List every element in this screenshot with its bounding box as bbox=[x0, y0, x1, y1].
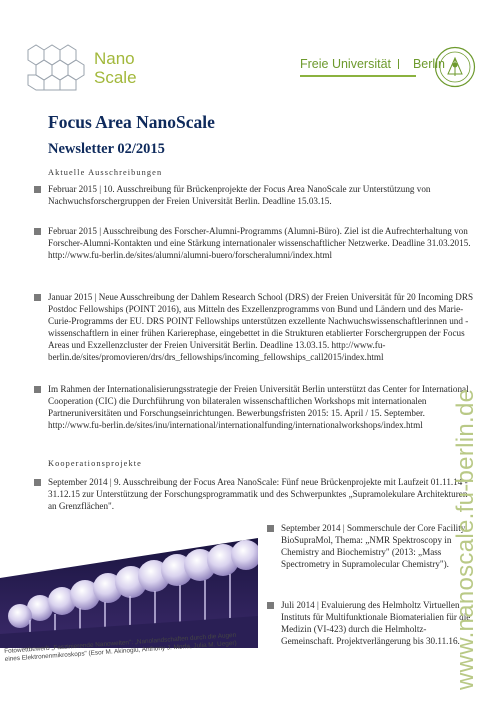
section-heading-coop: Kooperationsprojekte bbox=[48, 459, 142, 468]
news-item-text: Februar 2015 | Ausschreibung des Forscher-Alumni-Programms (Alumni-Büro). Ziel ist die Aufrechterhaltung von Forscher-Alumni-Kontakten und eine Stärkung internationaler wissenschaftlicher Netzwerke. Deadline 31.03.2015. http://www.fu-berlin.de/sites/alumni/alumni-buero/forscheralumni/index.html bbox=[48, 226, 471, 260]
news-item-text: Februar 2015 | 10. Ausschreibung für Brückenprojekte der Focus Area NanoScale zur Unterstützung von Nachwuchsforschergruppen der Freien Universität Berlin. Deadline 15.03.15. bbox=[48, 184, 431, 206]
university-name bbox=[300, 57, 445, 71]
news-item bbox=[34, 225, 474, 261]
bullet-square-icon bbox=[267, 525, 274, 532]
right-news-item bbox=[267, 522, 472, 570]
logo-divider bbox=[398, 59, 405, 69]
bullet-square-icon bbox=[34, 386, 41, 393]
right-news-item-text: Juli 2014 | Evaluierung des Helmholtz Virtuellen Instituts für Multifunktionale Biomaterialien für die Medizin (VI-423) durch die Helmholtz-Gemeinschaft. Projektverlängerung bis 30.11.16. bbox=[281, 600, 471, 646]
coop-item-text: September 2014 | 9. Ausschreibung der Focus Area NanoScale: Fünf neue Brückenprojekte mit Laufzeit 01.11.14 - 31.12.15 zur Unterstützung der Forschungsprogrammatik und des Schwerpunktes „Supramolekulare Architekturen an Grenzflächen". bbox=[48, 477, 468, 511]
bullet-square-icon bbox=[267, 602, 274, 609]
vertical-website-url[interactable]: www.nanoscale.fu-berlin.de bbox=[452, 388, 479, 690]
news-item bbox=[34, 383, 474, 431]
nanoscale-logo bbox=[20, 44, 155, 92]
coop-item bbox=[34, 476, 474, 512]
nanolandscape-photo bbox=[0, 538, 258, 648]
news-item bbox=[34, 291, 474, 363]
logo-scale-text: Scale bbox=[94, 68, 137, 87]
university-label: Freie Universität bbox=[300, 57, 391, 71]
university-seal-icon bbox=[434, 46, 476, 88]
news-item-text: Januar 2015 | Neue Ausschreibung der Dahlem Research School (DRS) der Freien Universität für 20 Incoming DRS Postdoc Fellowships (POINT 2016), aus Mitteln des Exzellenzprogramms von Bund und Ländern und des Marie-Curie-Programms der EU. DRS POINT Fellowships unterstützen exzellente Nachwuchswissenschaftlerinnen und -wissenschaftlern in einer frühen Karierephase, eingebettet in die Strukturen etablierter Forschergruppen der Focus Areas und Exzellenzcluster der Freien Universität Berlin. Deadline 13.03.15. http://www.fu-berlin.de/sites/promovieren/drs/drs_fellowships/incoming_fellowships_call2015/index.html bbox=[48, 292, 474, 362]
page-title: Focus Area NanoScale bbox=[48, 112, 215, 132]
bullet-square-icon bbox=[34, 186, 41, 193]
section-heading-current: Aktuelle Ausschreibungen bbox=[48, 168, 163, 177]
photo-caption: Fotowettbewerb „Faszinierende Nanowelten": „Nanolandschaften durch die Augen eines Elektronenmikroskops" (Esor M. Akinoglu, Anthony J. Morfa, Julia M. Ueger) bbox=[4, 631, 237, 663]
bullet-square-icon bbox=[34, 294, 41, 301]
right-news-item bbox=[267, 599, 472, 647]
city-label: Berlin bbox=[412, 57, 445, 71]
logo-nano-text: Nano bbox=[94, 49, 135, 68]
bullet-square-icon bbox=[34, 479, 41, 486]
newsletter-subtitle: Newsletter 02/2015 bbox=[48, 141, 165, 157]
bullet-square-icon bbox=[34, 228, 41, 235]
fu-berlin-logo bbox=[300, 44, 476, 92]
news-item bbox=[34, 183, 474, 207]
hexagon-lattice-icon bbox=[20, 44, 90, 92]
logo-underline bbox=[300, 75, 416, 77]
news-item-text: Im Rahmen der Internationalisierungsstrategie der Freien Universität Berlin unterstützt das Center for International Cooperation (CIC) die Durchführung von bilateralen wissenschaftlichen Workshops mit internationalen Partneruniversitäten und Forschungseinrichtungen. Bewerbungsfristen 2015: 15. April / 15. September. http://www.fu-berlin.de/sites/inu/international/internationalfunding/internationalworkshops/index.html bbox=[48, 384, 469, 430]
right-news-item-text: September 2014 | Sommerschule der Core Facility BioSupraMol, Thema: „NMR Spektroscopy in Chemistry and Biochemistry" (2013: „Mass Spectrometry in Supramolecular Chemistry"). bbox=[281, 523, 466, 569]
